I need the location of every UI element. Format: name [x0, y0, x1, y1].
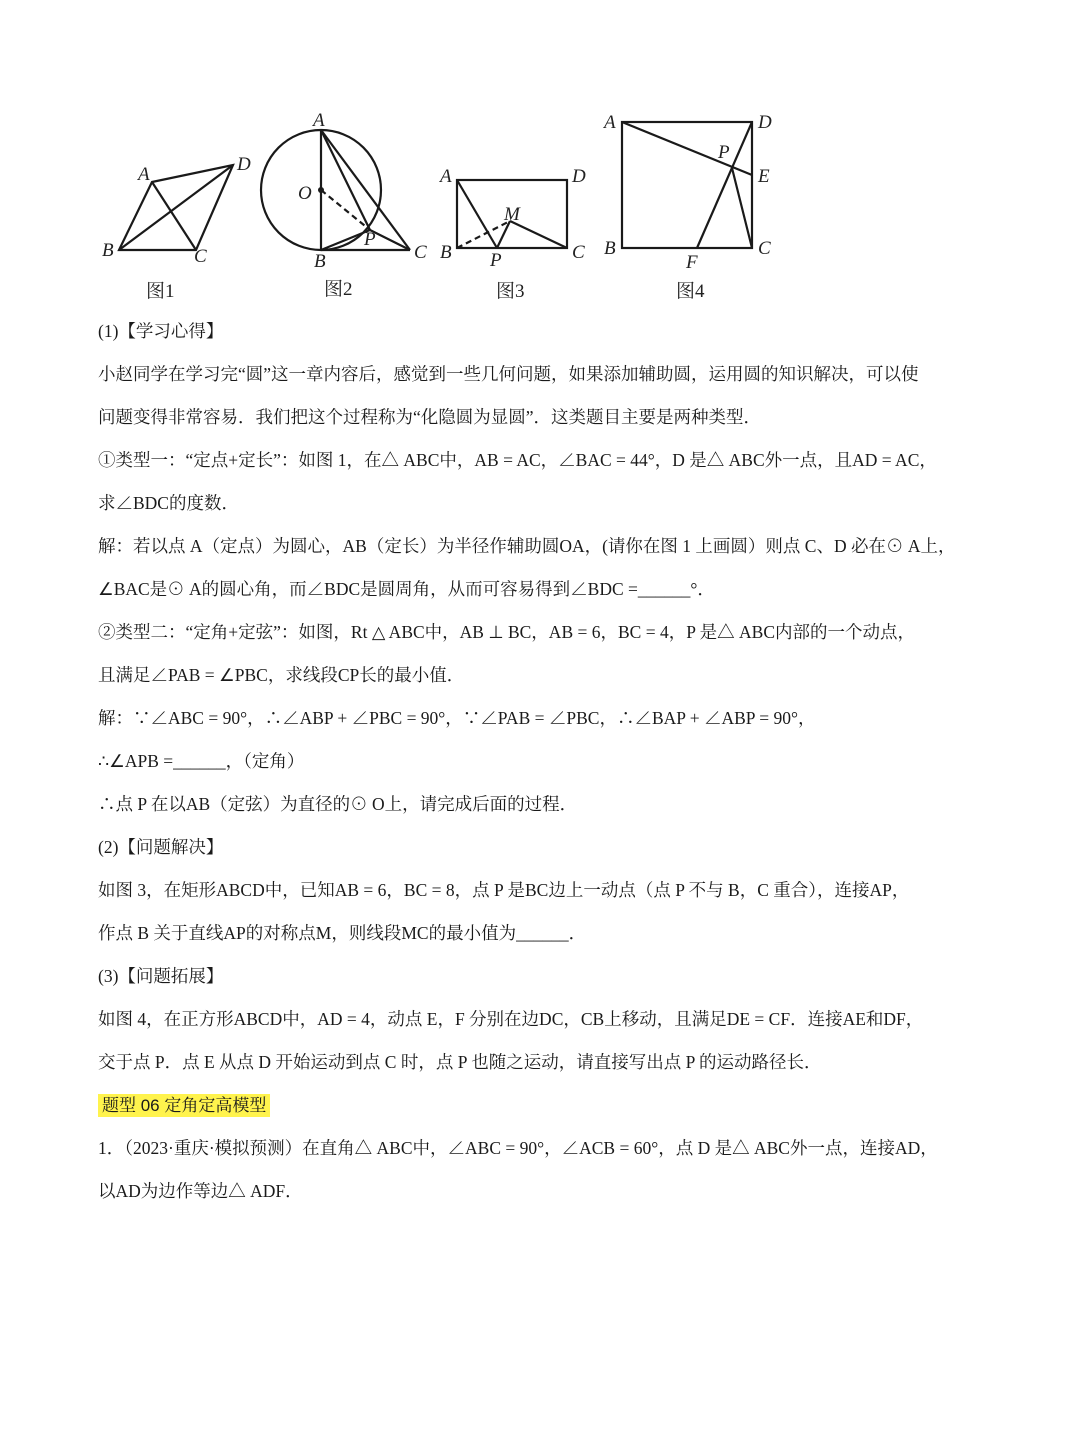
type-one-line: ①类型一：“定点+定长”：如图 1，在△ ABC中，AB = AC，∠BAC = 44°，D 是△ ABC外一点，且AD = AC， — [98, 450, 937, 470]
center-dot — [318, 187, 324, 193]
fig4-caption: 图4 — [676, 281, 705, 302]
heading-study-notes: (1)【学习心得】 — [98, 321, 224, 341]
fig3-label-a: A — [440, 166, 452, 187]
geometry-figures — [0, 0, 1080, 310]
figure-4 — [622, 122, 752, 248]
fig2-label-b: B — [314, 251, 326, 272]
type-one-line: 求∠BDC的度数． — [98, 493, 239, 513]
problem-one-line: 1．（2023·重庆·模拟预测）在直角△ ABC中，∠ABC = 90°，∠ACB = 60°，点 D 是△ ABC外一点，连接AD， — [98, 1138, 938, 1158]
heading-problem-solving: (2)【问题解决】 — [98, 837, 224, 857]
fig3-label-c: C — [572, 242, 585, 263]
fig4-label-f: F — [686, 252, 698, 273]
fig4-label-p: P — [718, 142, 730, 163]
document-body — [98, 310, 988, 1213]
fig1-label-d: D — [237, 154, 251, 175]
problem-one-line: 以AD为边作等边△ ADF． — [98, 1181, 303, 1201]
figure-1 — [119, 165, 233, 250]
fig3-label-b: B — [440, 242, 452, 263]
fig1-label-a: A — [138, 164, 150, 185]
type-two-line: ②类型二：“定角+定弦”：如图，Rt △ ABC中，AB ⊥ BC，AB = 6，BC = 4，P 是△ ABC内部的一个动点， — [98, 622, 916, 642]
solution-line: ∴∠APB =______，（定角） — [98, 751, 305, 771]
solution-line: 解：若以点 A（定点）为圆心，AB（定长）为半径作辅助圆OA，(请你在图 1 上画圆）则点 C、D 必在⊙ A上， — [98, 536, 956, 556]
fig3-label-p: P — [490, 250, 502, 271]
fig1-label-c: C — [194, 246, 207, 267]
section-tag: 题型 06 定角定高模型 — [98, 1094, 270, 1117]
fig2-label-p: P — [364, 229, 376, 250]
paragraph-line: 问题变得非常容易．我们把这个过程称为“化隐圆为显圆”．这类题目主要是两种类型． — [98, 407, 762, 427]
fig2-caption: 图2 — [324, 279, 353, 300]
solution-line: ∴点 P 在以AB（定弦）为直径的⊙ O上，请完成后面的过程． — [98, 794, 578, 814]
solution-line: ∠BAC是⊙ A的圆心角，而∠BDC是圆周角，从而可容易得到∠BDC =______°． — [98, 579, 715, 599]
fig2-label-o: O — [298, 183, 312, 204]
fig1-label-b: B — [102, 240, 114, 261]
type-two-line: 且满足∠PAB = ∠PBC，求线段CP长的最小值． — [98, 665, 465, 685]
fig2-label-a: A — [313, 110, 325, 131]
figures-row — [0, 0, 1080, 310]
figure-2 — [261, 130, 410, 250]
problem-line: 如图 3，在矩形ABCD中，已知AB = 6，BC = 8，点 P 是BC边上一动点（点 P 不与 B，C 重合），连接AP， — [98, 880, 910, 900]
fig4-label-d: D — [758, 112, 772, 133]
fig4-label-b: B — [604, 238, 616, 259]
fig3-caption: 图3 — [496, 281, 525, 302]
solution-line: 解：∵∠ABC = 90°，∴∠ABP + ∠PBC = 90°，∵∠PAB = ∠PBC，∴∠BAP + ∠ABP = 90°， — [98, 708, 816, 728]
problem-line: 交于点 P．点 E 从点 D 开始运动到点 C 时，点 P 也随之运动，请直接写出点 P 的运动路径长． — [98, 1052, 822, 1072]
fig4-label-c: C — [758, 238, 771, 259]
fig3-label-m: M — [504, 204, 520, 225]
fig2-label-c: C — [414, 242, 427, 263]
section-tag-row — [98, 1084, 988, 1127]
fig4-label-e: E — [758, 166, 770, 187]
fig4-label-a: A — [604, 112, 616, 133]
fig1-caption: 图1 — [146, 281, 175, 302]
problem-line: 作点 B 关于直线AP的对称点M，则线段MC的最小值为______． — [98, 923, 587, 943]
fig3-label-d: D — [572, 166, 586, 187]
paragraph-line: 小赵同学在学习完“圆”这一章内容后，感觉到一些几何问题，如果添加辅助圆，运用圆的知识解决，可以使 — [98, 364, 919, 384]
problem-line: 如图 4，在正方形ABCD中，AD = 4，动点 E，F 分别在边DC，CB上移动，且满足DE = CF．连接AE和DF， — [98, 1009, 924, 1029]
heading-problem-extension: (3)【问题拓展】 — [98, 966, 224, 986]
